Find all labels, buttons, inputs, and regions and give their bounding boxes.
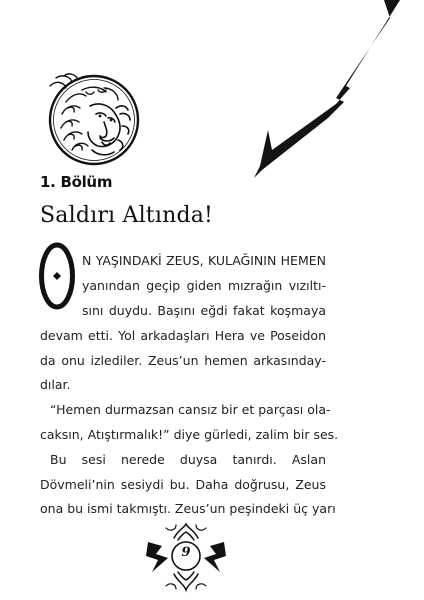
body-line: devam etti. Yol arkadaşları Hera ve Poseidon [40,328,326,343]
dropcap-o-icon [38,242,76,310]
body-line: N YAŞINDAKİ ZEUS, KULAĞININ HEMEN [82,253,326,268]
body-line: dılar. [40,377,71,392]
chapter-label: 1. Bölüm [40,173,113,191]
body-line: sını duydu. Başını eğdi fakat koşmaya [82,303,326,318]
page-number: 9 [181,545,191,560]
body-line: “Hemen durmazsan cansız bir et parçası ola- [50,402,331,417]
body-line: Dövmeli’nin sesiydi bu. Daha doğrusu, Zeus [40,477,326,492]
body-line: ona bu ismi takmıştı. Zeus’un peşindeki üç yarı [40,501,336,516]
body-line: Bu sesi nerede duysa tanırdı. Aslan [50,452,326,467]
lion-medallion-icon [46,72,142,168]
body-line: yanından geçip giden mızrağın vızıltı- [82,278,326,293]
body-line: caksın, Atıştırmalık!” diye gürledi, zalim bir ses. [40,427,339,442]
chapter-title: Saldırı Altında! [40,203,214,228]
body-line: da onu izlediler. Zeus’un hemen arkasınday- [40,353,326,368]
